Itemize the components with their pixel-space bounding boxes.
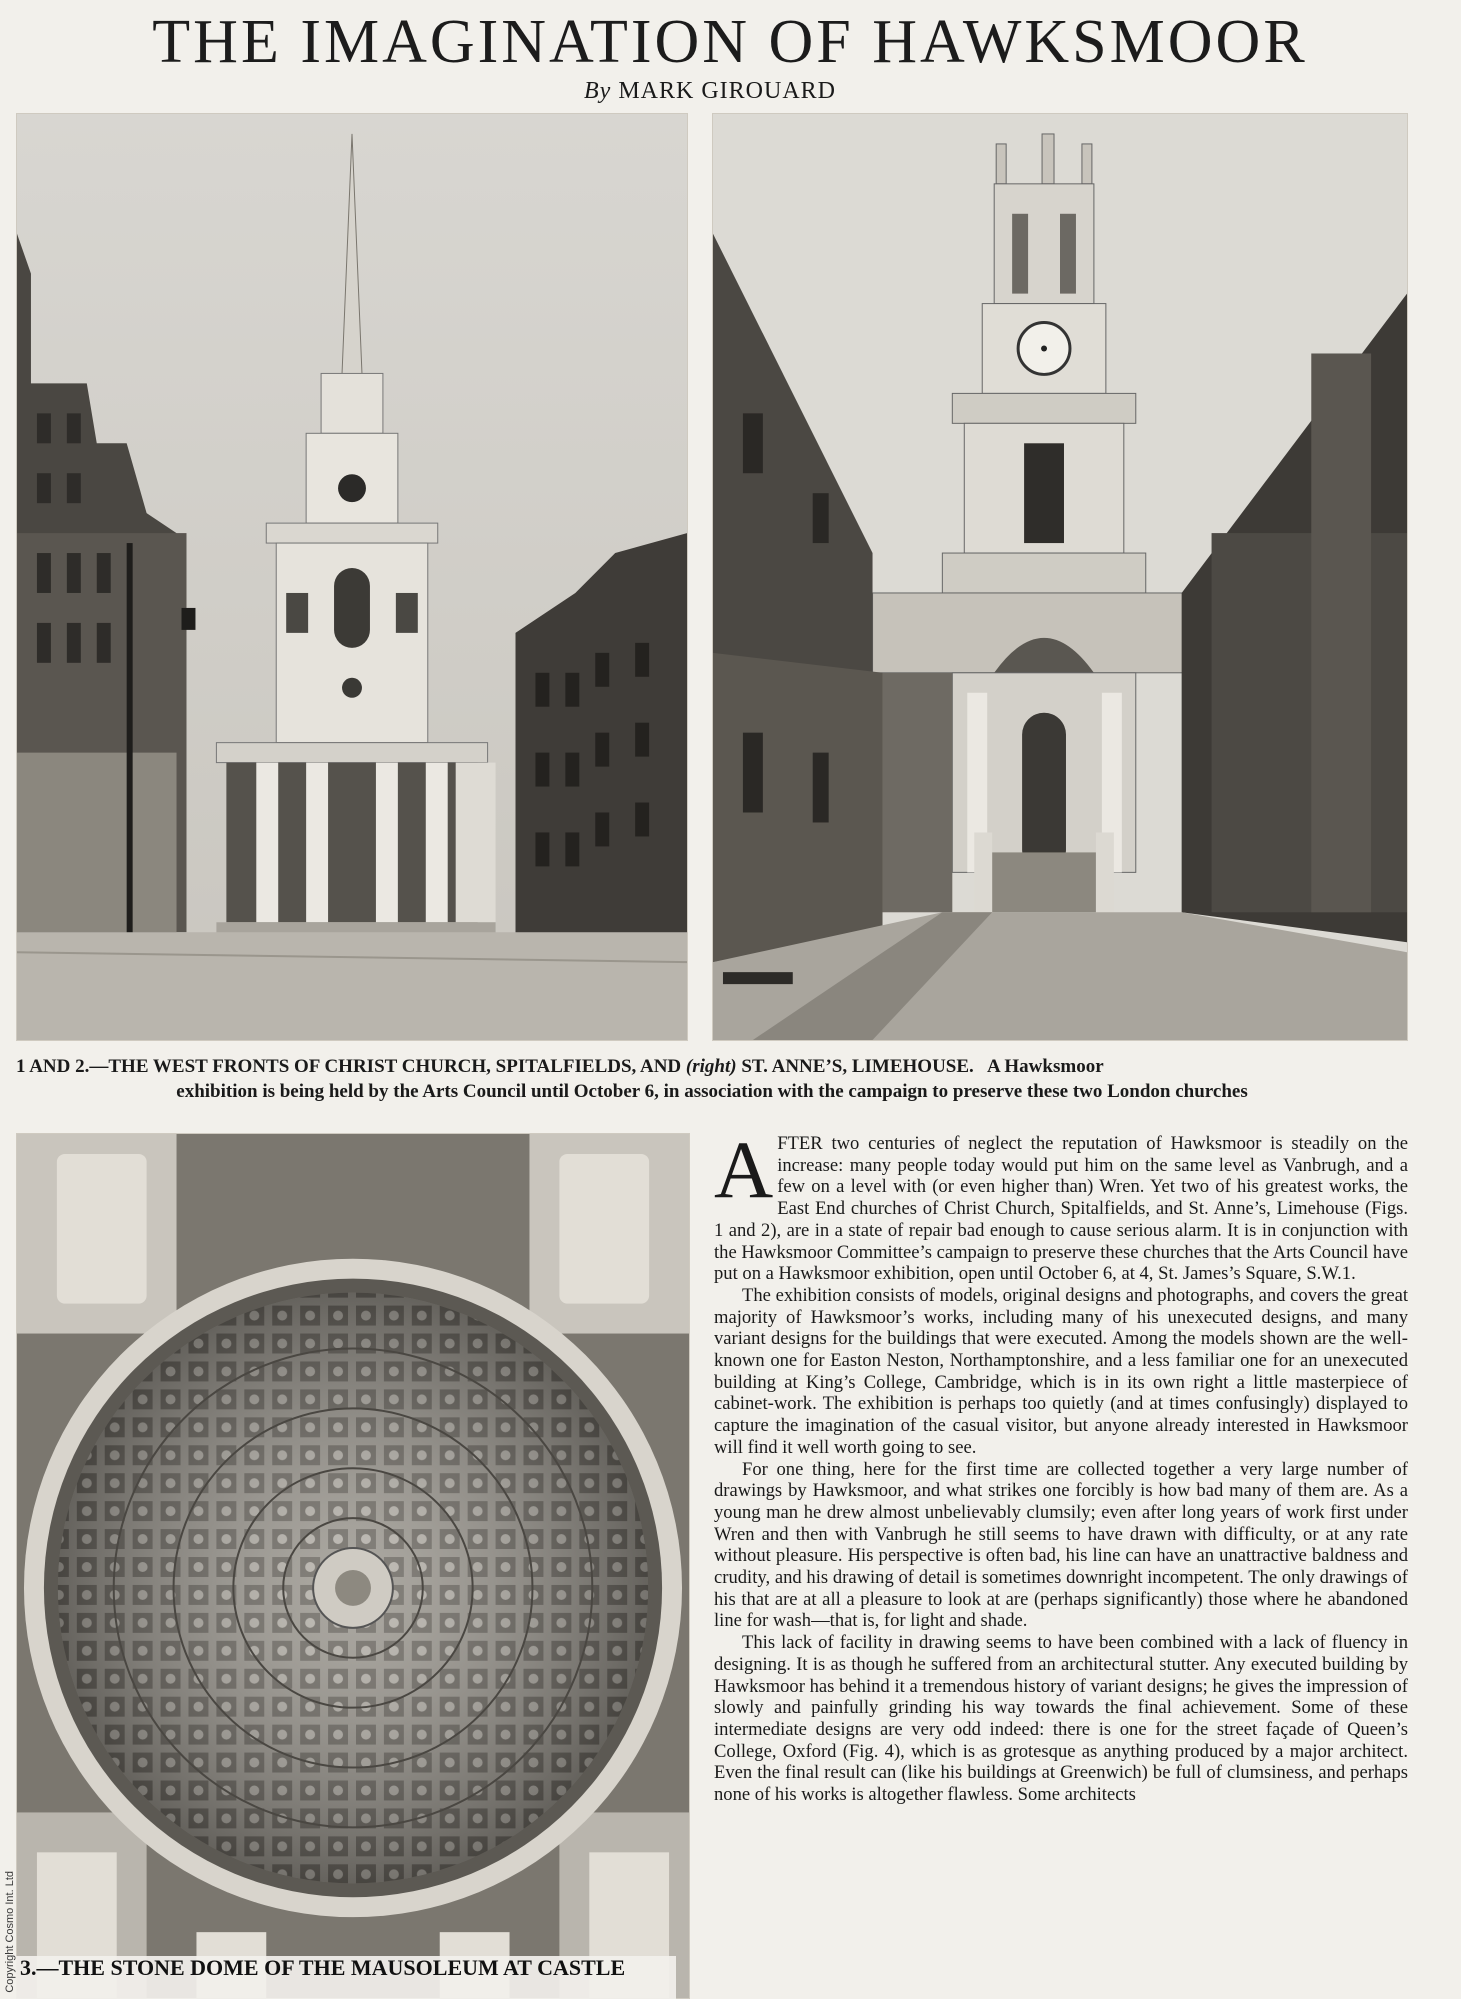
photo-st-annes-limehouse	[712, 113, 1408, 1041]
dome-illustration	[17, 1134, 689, 1998]
paragraph-4: This lack of facility in drawing seems to have been combined with a lack of fluency in designing. It is as though he suffered from an architectural stutter. Any executed building by Hawksmoor has behind it a tremendous history of variant designs; he gives the impression of slowly and painfully grinding his way towards the final achievement. Some of these intermediate designs are very odd indeed: there is one for the street façade of Queen’s College, Oxford (Fig. 4), which is as grotesque as anything produced by a major architect. Even the final result can (like his buildings at Greenwich) be full of clumsiness, and perhaps none of his works is altogether flawless. Some architects	[714, 1632, 1408, 1806]
figure-caption-3: 3.—THE STONE DOME OF THE MAUSOLEUM AT CASTLE	[16, 1956, 676, 1999]
paragraph-1-text: FTER two centuries of neglect the reputation of Hawksmoor is steadily on the increase: many people today would put him on the same level as Vanbrugh, and a few on a level with (or even higher than) Wren. Yet two of his greatest works, the East End churches of Christ Church, Spitalfields, and St. Anne’s, Limehouse (Figs. 1 and 2), are in a state of repair bad enough to cause serious alarm. It is in conjunction with the Hawksmoor Committee’s campaign to preserve these churches that the Arts Council have put on a Hawksmoor exhibition, open until October 6, at 4, St. James’s Square, S.W.1.	[714, 1133, 1408, 1285]
byline	[0, 76, 1420, 106]
author-name: MARK GIROUARD	[618, 78, 836, 104]
st-annes-illustration	[713, 114, 1407, 1040]
article-title: THE IMAGINATION OF HAWKSMOOR	[152, 8, 1308, 76]
caption-part-c: A Hawksmoor	[986, 1056, 1104, 1077]
caption-right-label: (right)	[685, 1056, 737, 1077]
caption-line-1	[16, 1054, 1408, 1079]
figure-caption-1-2	[16, 1054, 1408, 1104]
paragraph-2: The exhibition consists of models, original designs and photographs, and covers the great majority of Hawksmoor’s works, including many of his unexecuted designs, and many variant designs for the buildings that were executed. Among the models shown are the well-known one for Easton Neston, Northamptonshire, and a less familiar one for an unexecuted building at King’s College, Cambridge, which is in its own right a little masterpiece of cabinet-work. The exhibition is perhaps too quietly (and at times confusingly) displayed to capture the imagination of the casual visitor, but anyone already interested in Hawksmoor will find it well worth going to see.	[714, 1284, 1408, 1458]
photo-christ-church-spitalfields	[16, 113, 688, 1041]
caption-part-a: 1 AND 2.—THE WEST FRONTS OF CHRIST CHURCH, SPITALFIELDS, AND	[16, 1056, 682, 1077]
paragraph-3: For one thing, here for the first time are collected together a very large number of drawings by Hawksmoor, and what strikes one forcibly is how bad many of them are. As a young man he drew almost unbelievably clumsily; even after long years of work first under Wren and then with Vanbrugh he still seems to have drawn with difficulty, or at any rate without pleasure. His perspective is often bad, his line can have an unattractive baldness and crudity, and his drawing of detail is sometimes downright incompetent. The only drawings of his that are at all a pleasure to look at are (perhaps significantly) those where he abandoned line for wash—that is, for light and shade.	[714, 1458, 1408, 1632]
copyright-notice: Copyright Cosmo Int. Ltd	[4, 1871, 16, 1993]
drop-cap: A	[714, 1133, 774, 1215]
paragraph-1	[714, 1133, 1408, 1285]
byline-prefix: By	[584, 78, 612, 104]
caption-line-2: exhibition is being held by the Arts Council until October 6, in association with the campaign to preserve these two London churches	[176, 1081, 1248, 1102]
article-body	[714, 1133, 1408, 1999]
christ-church-illustration	[17, 114, 687, 1040]
caption-part-b: ST. ANNE’S, LIMEHOUSE.	[741, 1056, 974, 1077]
photo-mausoleum-dome	[16, 1133, 690, 1999]
